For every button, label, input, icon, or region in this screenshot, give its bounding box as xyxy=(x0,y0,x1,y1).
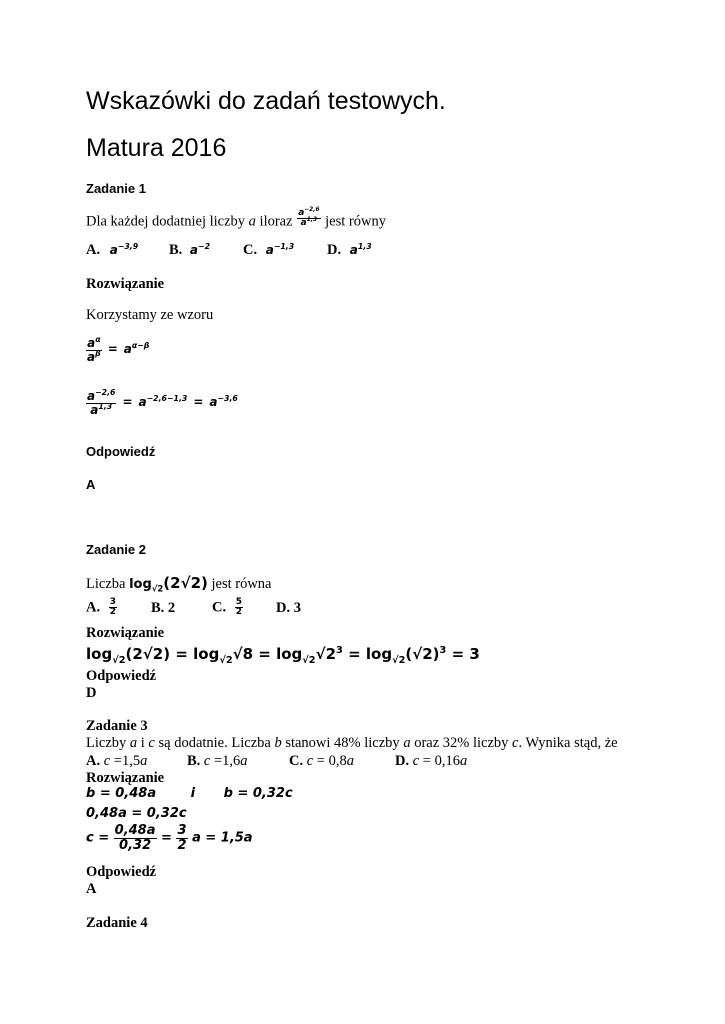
task2-question: Liczba $\log_{√2}(2√2)$ jest równa xyxy=(86,574,272,594)
task2-answer-heading: Odpowiedź xyxy=(86,668,157,684)
task3-answer: A xyxy=(86,881,97,897)
task3-option-a: A. c =1,5a xyxy=(86,753,148,769)
task3-option-d: D. c = 0,16a xyxy=(395,753,468,769)
task2-solution-heading: Rozwiązanie xyxy=(86,625,165,641)
task1-option-c: C. $a^{-1,3}$ xyxy=(243,242,295,258)
page-title: Wskazówki do zadań testowych. xyxy=(86,87,446,115)
task3-option-c: C. c = 0,8a xyxy=(289,753,354,769)
task3-heading: Zadanie 3 xyxy=(86,718,148,734)
task3-solution-line1: b = 0,48a i b = 0,32c xyxy=(86,786,293,801)
task1-solution-text: Korzystamy ze wzoru xyxy=(86,307,214,323)
task1-option-a: A. $a^{-3,9}$ xyxy=(86,242,139,258)
task2-option-b: B. 2 xyxy=(151,600,176,616)
task4-heading: Zadanie 4 xyxy=(86,915,148,931)
task1-question: Dla każdej dodatniej liczby a iloraz $\frac{a^{-2,6}}{a^{1,3}}$ jest równy xyxy=(86,207,386,230)
task1-formula-applied: $\frac{a^{-2,6}}{a^{1,3}}$ = $a^{-2,6-1,3} = a^{-3,6}$ xyxy=(87,388,238,417)
task1-formula-general: $\frac{a^\alpha}{a^\beta}$ = $a^{\alpha-\beta}$ xyxy=(87,335,150,364)
task3-answer-heading: Odpowiedź xyxy=(86,864,157,880)
task3-solution-line2: 0,48a = 0,32c xyxy=(86,806,187,821)
task3-option-b: B. c =1,6a xyxy=(187,753,248,769)
task1-heading: Zadanie 1 xyxy=(86,181,146,196)
task3-solution-heading: Rozwiązanie xyxy=(86,770,165,786)
page-subtitle: Matura 2016 xyxy=(86,134,227,162)
task3-solution-line3: c = $\frac{0,48a}{0,32}$ = $\frac{3}{2}$ a = 1,5a xyxy=(86,823,253,853)
task2-answer: D xyxy=(86,685,97,701)
task2-solution-equation: $\log_{√2}(2√2) = \log_{√2}√8 = \log_{√2}√2^3 = \log_{√2}(√2)^3 = 3$ xyxy=(86,645,480,666)
task2-option-c: C. $\frac{5}{2}$ xyxy=(212,597,242,618)
task3-question: Liczby a i c są dodatnie. Liczba b stanowi 48% liczby a oraz 32% liczby c. Wynika stąd, że xyxy=(86,735,618,751)
task1-answer: A xyxy=(86,477,96,492)
task1-solution-heading: Rozwiązanie xyxy=(86,276,165,292)
task2-heading: Zadanie 2 xyxy=(86,542,146,557)
task1-answer-heading: Odpowiedź xyxy=(86,444,156,459)
task1-quotient: $\frac{a^{-2,6}}{a^{1,3}}$ xyxy=(298,207,320,229)
task1-option-b: B. $a^{-2}$ xyxy=(169,242,210,258)
task2-option-a: A. $\frac{3}{2}$ xyxy=(86,597,116,618)
task1-option-d: D. $a^{1,3}$ xyxy=(327,242,372,258)
task2-option-d: D. 3 xyxy=(276,600,301,616)
